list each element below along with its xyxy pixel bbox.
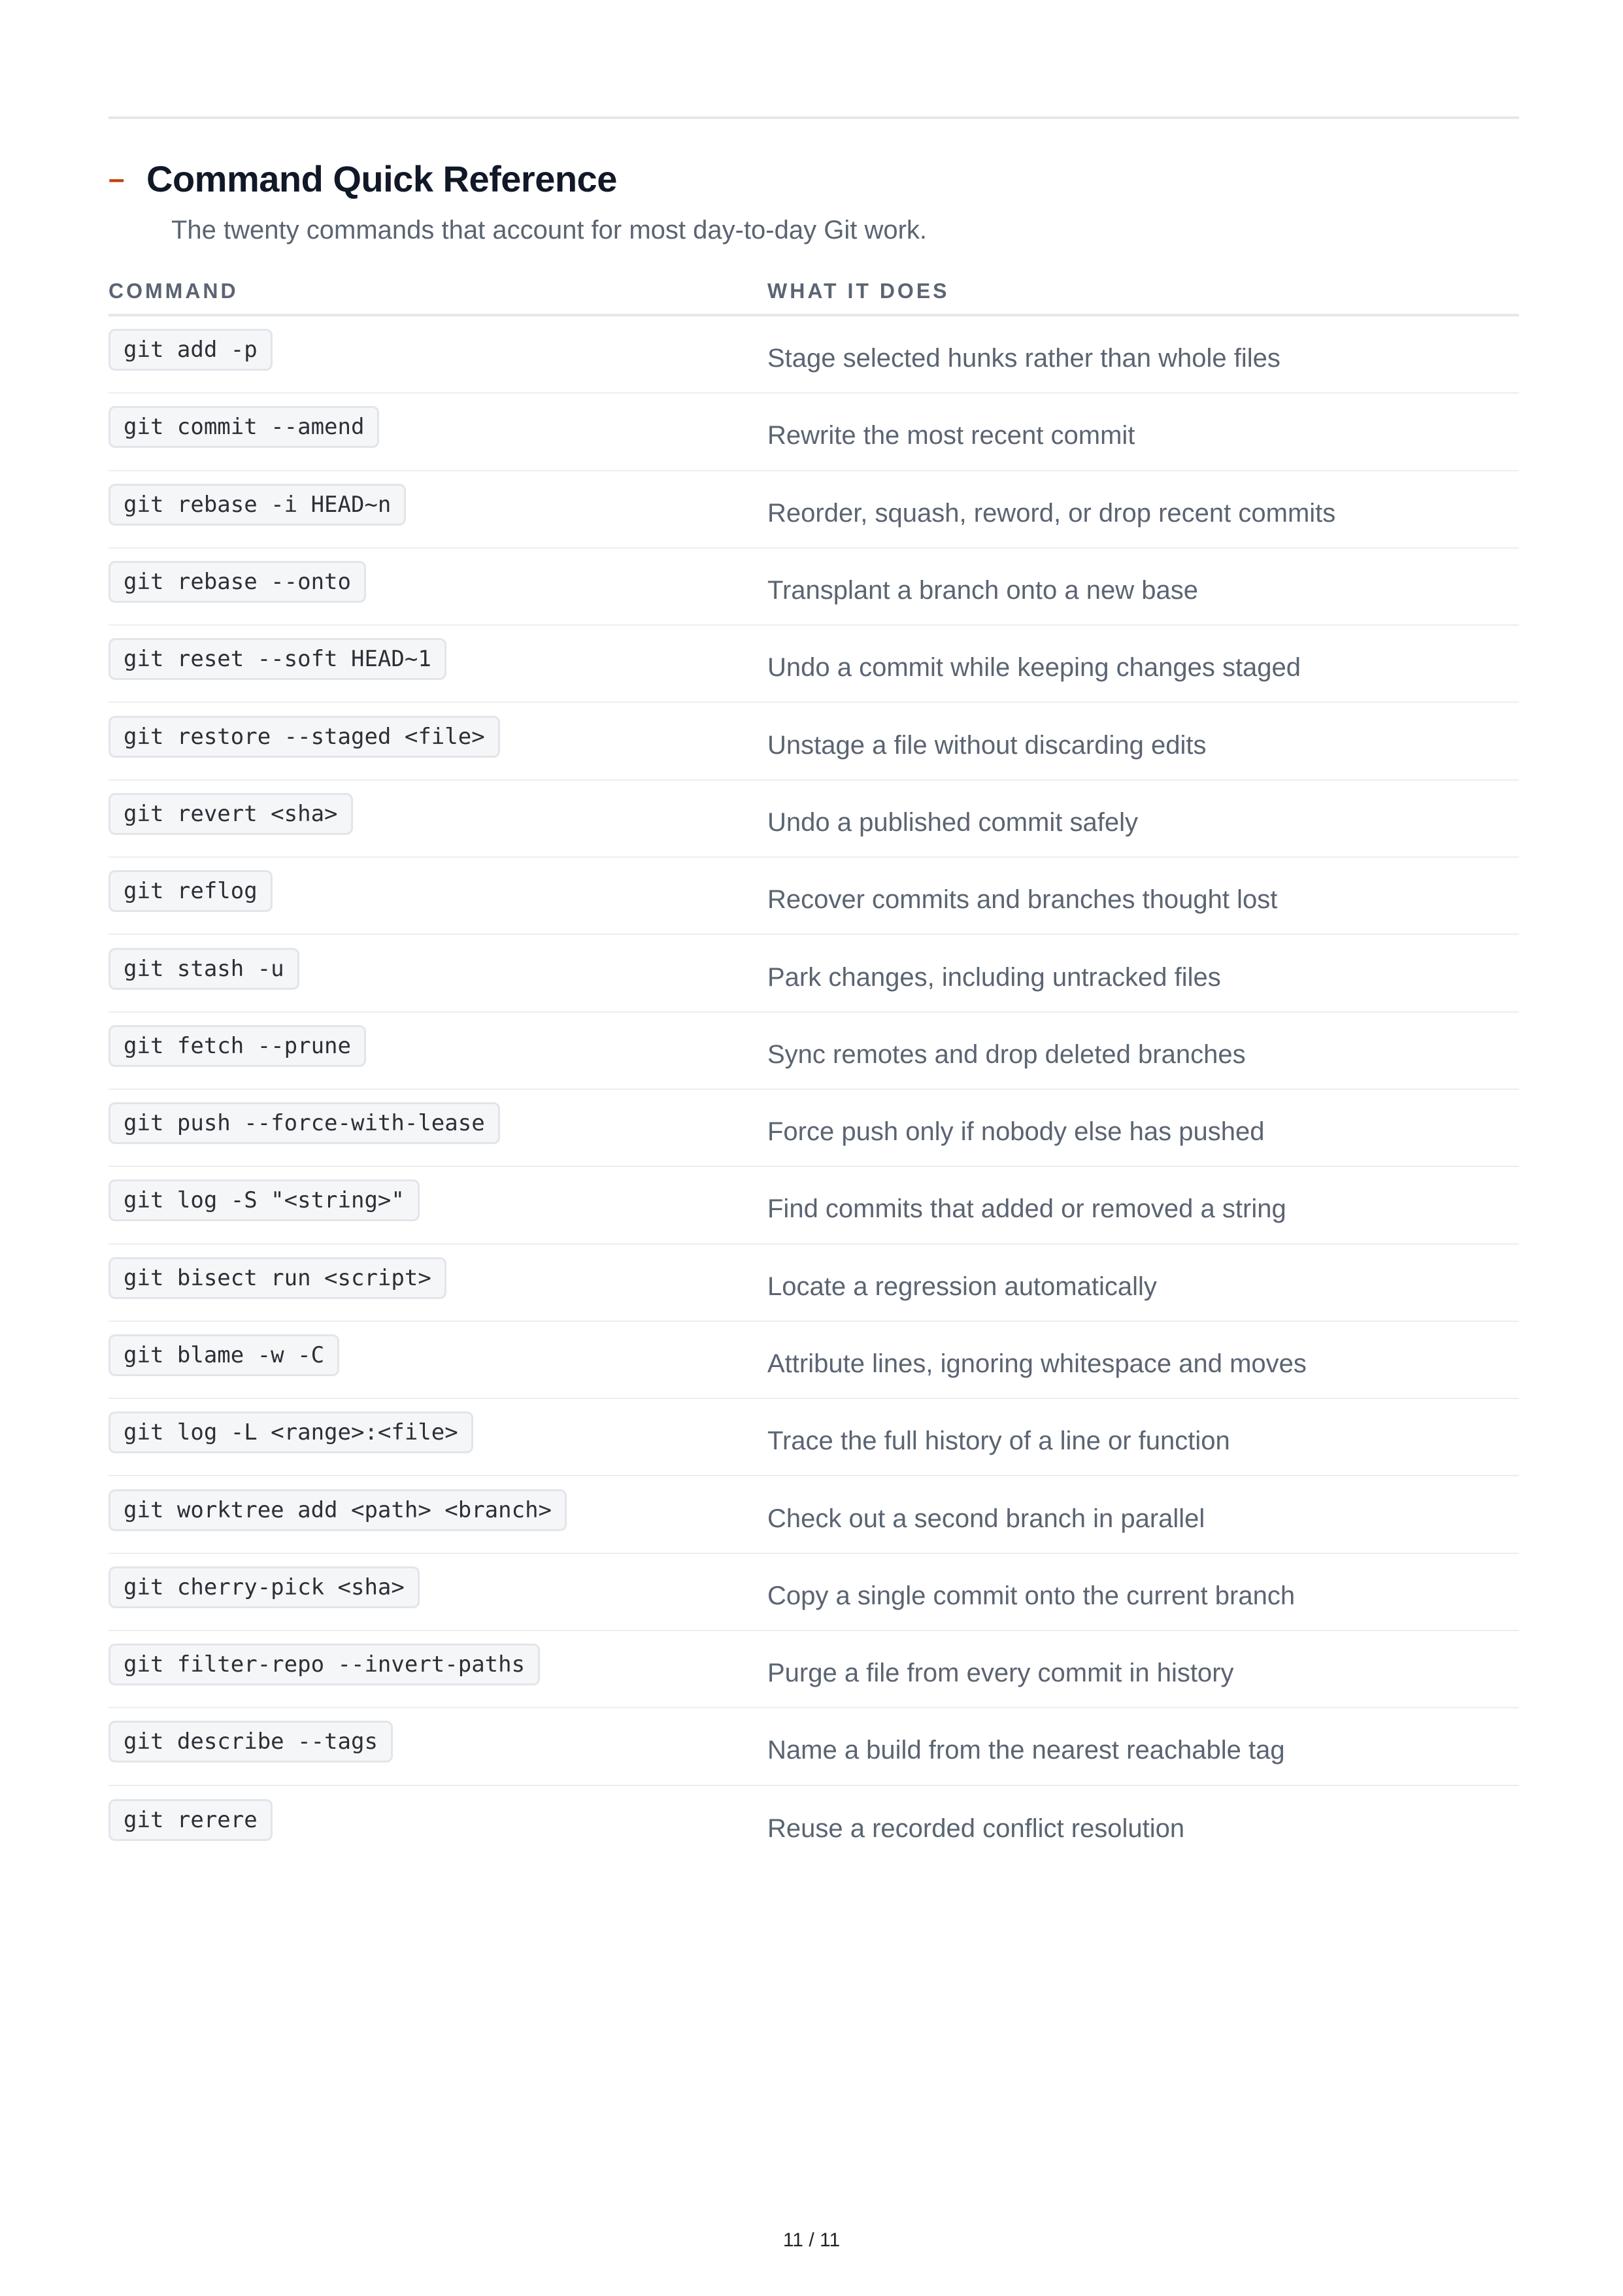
description-cell: Rewrite the most recent commit bbox=[767, 421, 1135, 450]
table-row bbox=[109, 394, 1519, 471]
table-row bbox=[109, 1554, 1519, 1631]
table-row bbox=[109, 626, 1519, 703]
section-title: Command Quick Reference bbox=[146, 158, 617, 199]
table-row bbox=[109, 1476, 1519, 1553]
command-code: git restore --staged <file> bbox=[109, 716, 500, 758]
description-cell: Undo a published commit safely bbox=[767, 807, 1138, 837]
description-cell: Name a build from the nearest reachable tag bbox=[767, 1736, 1285, 1765]
command-code: git rebase --onto bbox=[109, 561, 366, 603]
command-cell bbox=[109, 1399, 767, 1475]
command-cell bbox=[109, 1167, 767, 1243]
table-row bbox=[109, 1708, 1519, 1785]
table-row bbox=[109, 316, 1519, 394]
command-code: git log -L <range>:<file> bbox=[109, 1411, 473, 1453]
description-cell: Undo a commit while keeping changes staged bbox=[767, 653, 1301, 683]
command-cell bbox=[109, 1090, 767, 1166]
table-row bbox=[109, 1399, 1519, 1476]
description-cell: Find commits that added or removed a string bbox=[767, 1194, 1286, 1224]
section-header bbox=[109, 153, 617, 205]
command-code: git reflog bbox=[109, 870, 273, 912]
command-cell bbox=[109, 1013, 767, 1089]
header-description: WHAT IT DOES bbox=[767, 279, 950, 303]
command-cell bbox=[109, 1631, 767, 1707]
description-cell: Reuse a recorded conflict resolution bbox=[767, 1814, 1185, 1843]
command-cell bbox=[109, 1786, 767, 1863]
command-code: git fetch --prune bbox=[109, 1025, 366, 1067]
command-cell bbox=[109, 1708, 767, 1784]
command-code: git stash -u bbox=[109, 948, 299, 990]
command-code: git cherry-pick <sha> bbox=[109, 1566, 420, 1608]
command-code: git revert <sha> bbox=[109, 793, 353, 835]
table-row bbox=[109, 471, 1519, 549]
command-cell bbox=[109, 316, 767, 392]
table-body bbox=[109, 316, 1519, 1863]
command-cell bbox=[109, 1245, 767, 1321]
table-row bbox=[109, 1090, 1519, 1167]
description-cell: Copy a single commit onto the current branch bbox=[767, 1581, 1296, 1610]
description-cell: Purge a file from every commit in history bbox=[767, 1659, 1234, 1688]
command-cell bbox=[109, 781, 767, 856]
description-cell: Transplant a branch onto a new base bbox=[767, 576, 1198, 605]
table-row bbox=[109, 1631, 1519, 1708]
table-row bbox=[109, 1786, 1519, 1863]
top-divider bbox=[109, 116, 1519, 119]
description-cell: Park changes, including untracked files bbox=[767, 962, 1221, 992]
description-cell: Locate a regression automatically bbox=[767, 1272, 1157, 1301]
table-row bbox=[109, 1322, 1519, 1399]
table-row bbox=[109, 1167, 1519, 1244]
command-code: git rebase -i HEAD~n bbox=[109, 484, 406, 526]
header-command: COMMAND bbox=[109, 279, 239, 303]
table-row bbox=[109, 935, 1519, 1012]
command-cell bbox=[109, 935, 767, 1011]
command-code: git add -p bbox=[109, 329, 273, 371]
command-cell bbox=[109, 1322, 767, 1398]
description-cell: Unstage a file without discarding edits bbox=[767, 730, 1207, 760]
command-cell bbox=[109, 1554, 767, 1630]
table-header-row bbox=[109, 268, 1519, 316]
command-code: git reset --soft HEAD~1 bbox=[109, 638, 446, 680]
command-cell bbox=[109, 1476, 767, 1552]
command-cell bbox=[109, 549, 767, 624]
section-subtitle: The twenty commands that account for most day-to-day Git work. bbox=[171, 216, 928, 245]
table-row bbox=[109, 1245, 1519, 1322]
table-row bbox=[109, 858, 1519, 935]
command-cell bbox=[109, 626, 767, 701]
command-reference-table bbox=[109, 268, 1519, 1863]
command-code: git describe --tags bbox=[109, 1721, 393, 1763]
section-marker: – bbox=[109, 163, 125, 195]
table-row bbox=[109, 549, 1519, 626]
command-code: git blame -w -C bbox=[109, 1334, 339, 1376]
command-cell bbox=[109, 394, 767, 469]
description-cell: Recover commits and branches thought lost bbox=[767, 885, 1278, 915]
command-code: git log -S "<string>" bbox=[109, 1179, 420, 1221]
table-row bbox=[109, 703, 1519, 780]
table-row bbox=[109, 781, 1519, 858]
description-cell: Stage selected hunks rather than whole files bbox=[767, 344, 1280, 373]
description-cell: Sync remotes and drop deleted branches bbox=[767, 1039, 1246, 1069]
description-cell: Force push only if nobody else has pushed bbox=[767, 1117, 1265, 1147]
command-code: git rerere bbox=[109, 1799, 273, 1841]
description-cell: Attribute lines, ignoring whitespace and moves bbox=[767, 1349, 1307, 1378]
command-code: git commit --amend bbox=[109, 406, 379, 448]
command-cell bbox=[109, 703, 767, 779]
page-number: 11 / 11 bbox=[782, 2229, 841, 2251]
description-cell: Check out a second branch in parallel bbox=[767, 1504, 1205, 1533]
description-cell: Reorder, squash, reword, or drop recent commits bbox=[767, 498, 1336, 528]
command-cell bbox=[109, 858, 767, 934]
command-code: git push --force-with-lease bbox=[109, 1102, 500, 1144]
description-cell: Trace the full history of a line or function bbox=[767, 1427, 1230, 1456]
command-cell bbox=[109, 471, 767, 547]
command-code: git bisect run <script> bbox=[109, 1257, 446, 1299]
command-code: git worktree add <path> <branch> bbox=[109, 1489, 567, 1531]
command-code: git filter-repo --invert-paths bbox=[109, 1644, 540, 1685]
table-row bbox=[109, 1013, 1519, 1090]
